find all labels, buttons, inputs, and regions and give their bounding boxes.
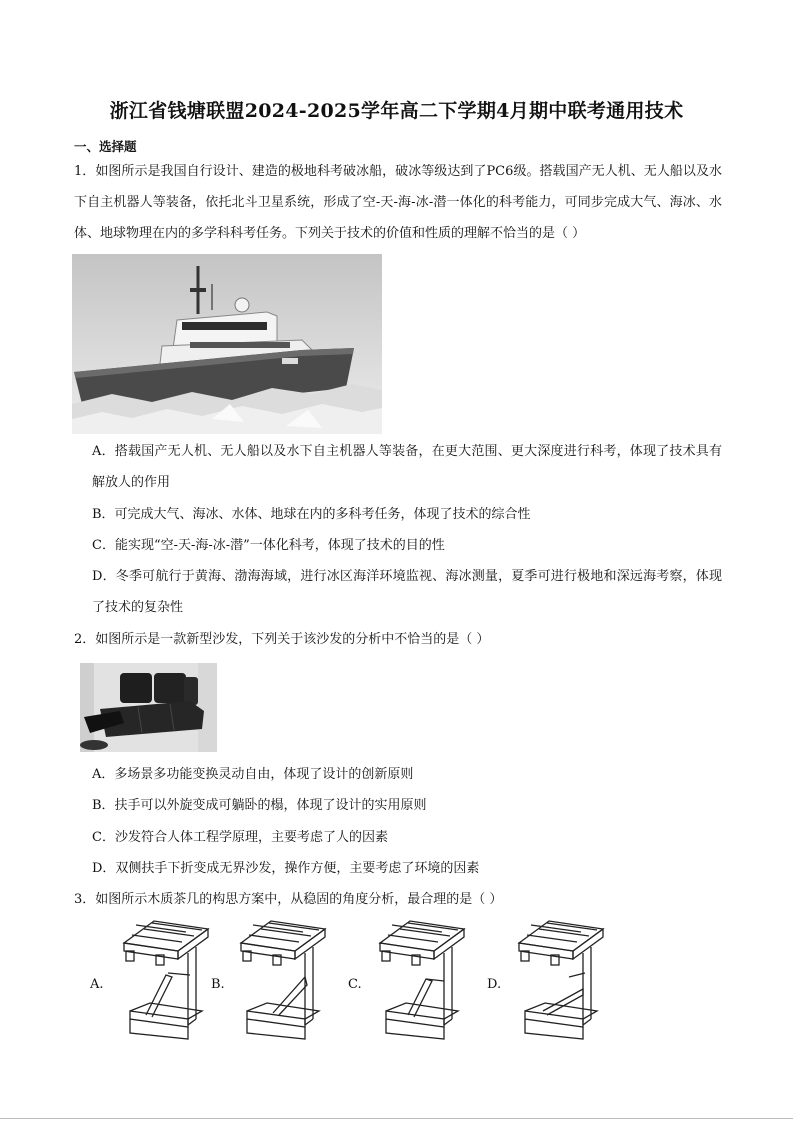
question-2-stem: 2．如图所示是一款新型沙发，下列关于该沙发的分析中不恰当的是（ ） <box>74 632 490 647</box>
question-2-option-d: D．双侧扶手下折变成无界沙发，操作方便，主要考虑了环境的因素 <box>92 861 480 876</box>
option-d-label: D. <box>487 977 502 992</box>
icebreaker-ship-image <box>72 254 382 434</box>
question-1-option-d: D．冬季可航行于黄海、渤海海域，进行冰区海洋环境监视、海冰测量，夏季可进行极地和深远海考察，体现了技术的复杂性 <box>92 569 722 615</box>
page-title: 浙江省钱塘联盟2024-2025学年高二下学期4月期中联考通用技术 <box>109 100 684 122</box>
section-heading: 一、选择题 <box>74 139 137 154</box>
sofa-image <box>80 663 217 752</box>
wooden-table-drawing-b <box>233 915 329 1040</box>
question-1-stem: 1．如图所示是我国自行设计、建造的极地科考破冰船，破冰等级达到了PC6级。搭载国产无人机、无人船以及水下自主机器人等装备，依托北斗卫星系统，形成了空-天-海-冰-潜一体化的科考能力，可同步完成大气、海冰、水体、地球物理在内的多学科科考任务。下列关于技术的价值和性质的理解不恰当的是（ ） <box>74 164 722 241</box>
question-3-stem: 3．如图所示木质茶几的构思方案中，从稳固的角度分析，最合理的是（ ） <box>74 892 503 907</box>
option-b-label: B. <box>211 977 225 992</box>
page-bottom-rule <box>0 1118 793 1119</box>
question-1-option-a: A．搭载国产无人机、无人船以及水下自主机器人等装备，在更大范围、更大深度进行科考，体现了技术具有解放人的作用 <box>92 444 722 490</box>
wooden-table-drawing-c <box>372 915 468 1040</box>
wooden-table-drawing-d <box>511 915 607 1040</box>
wooden-table-drawing-a <box>116 915 212 1040</box>
question-2-option-a: A．多场景多功能变换灵动自由，体现了设计的创新原则 <box>92 767 414 782</box>
option-c-label: C. <box>348 977 362 992</box>
question-1-option-b: B．可完成大气、海冰、水体、地球在内的多科考任务，体现了技术的综合性 <box>92 507 531 522</box>
option-a-label: A. <box>90 977 104 992</box>
table-options-row <box>90 915 630 1040</box>
question-1-option-c: C．能实现“空-天-海-冰-潜”一体化科考，体现了技术的目的性 <box>92 538 445 553</box>
question-2-option-b: B．扶手可以外旋变成可躺卧的榻，体现了设计的实用原则 <box>92 798 427 813</box>
question-2-option-c: C．沙发符合人体工程学原理，主要考虑了人的因素 <box>92 830 388 845</box>
